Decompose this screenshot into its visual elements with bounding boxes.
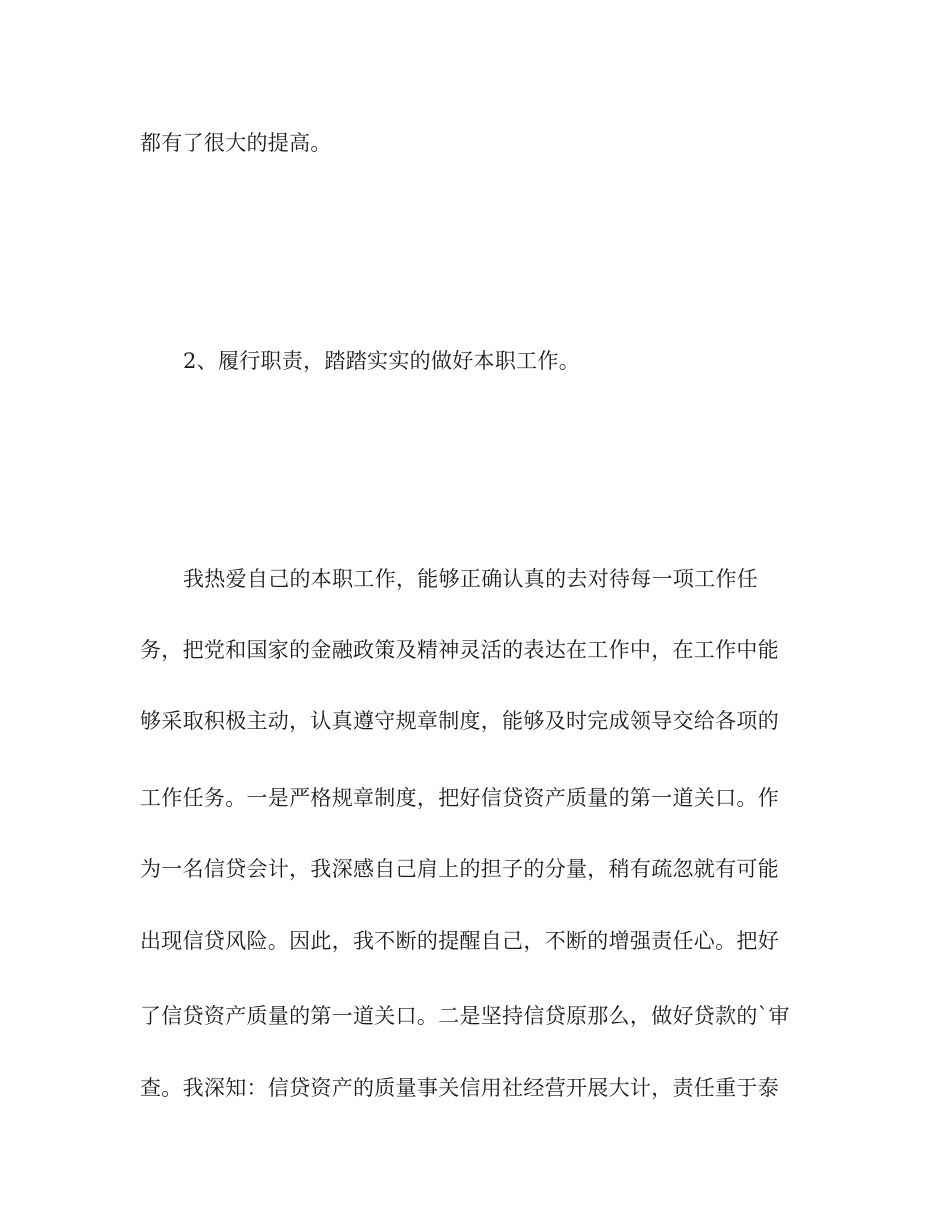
paragraph-2-line-6: 出现信贷风险。因此，我不断的提醒自己，不断的增强责任心。把好 [140,929,779,953]
paragraph-2-line-8: 查。我深知：信贷资产的质量事关信用社经营开展大计，责任重于泰 [140,1076,779,1100]
paragraph-2-line-3: 够采取积极主动，认真遵守规章制度，能够及时完成领导交给各项的 [140,709,779,733]
section-heading-2: 2、履行职责，踏踏实实的做好本职工作。 [183,349,581,373]
paragraph-2-line-7: 了信贷资产质量的第一道关口。二是坚持信贷原那么，做好贷款的`审 [140,1004,790,1028]
paragraph-2-line-5: 为一名信贷会计，我深感自己肩上的担子的分量，稍有疏忽就有可能 [140,857,779,881]
paragraph-2-line-2: 务，把党和国家的金融政策及精神灵活的表达在工作中，在工作中能 [140,638,779,662]
paragraph-2-line-1: 我热爱自己的本职工作，能够正确认真的去对待每一项工作任 [183,567,759,591]
paragraph-2-line-4: 工作任务。一是严格规章制度，把好信贷资产质量的第一道关口。作 [140,786,779,810]
paragraph-1-line-1: 都有了很大的提高。 [140,131,332,155]
